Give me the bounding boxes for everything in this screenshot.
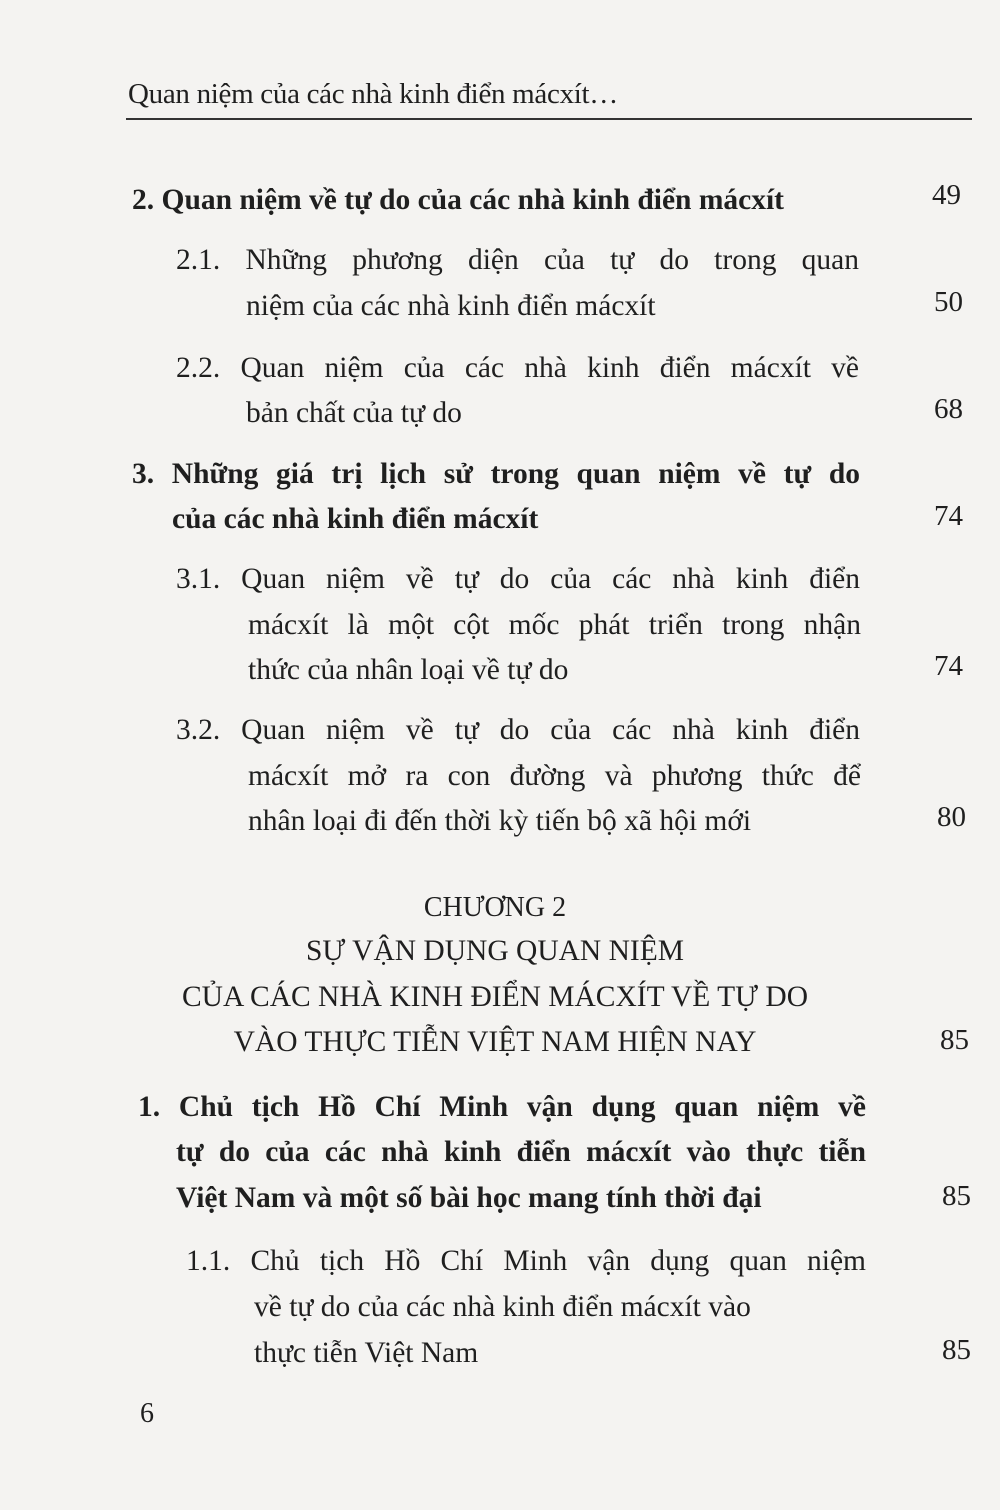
toc-page-number: 68 xyxy=(934,393,963,425)
chapter-title-line: CỦA CÁC NHÀ KINH ĐIỂN MÁCXÍT VỀ TỰ DO xyxy=(181,981,808,1013)
header-rule xyxy=(126,118,972,120)
toc-page-number: 49 xyxy=(932,179,961,211)
toc-entry-line: thức của nhân loại về tự do xyxy=(248,654,569,686)
toc-entry-line: Việt Nam và một số bài học mang tính thời đại xyxy=(176,1182,762,1214)
toc-entry-line: 3.1. Quan niệm về tự do của các nhà kinh điển xyxy=(176,563,860,595)
running-header: Quan niệm của các nhà kinh điển mácxít… xyxy=(128,78,618,110)
chapter-title-line: VÀO THỰC TIỄN VIỆT NAM HIỆN NAY xyxy=(233,1026,757,1058)
toc-page-number: 80 xyxy=(937,801,966,833)
toc-entry-line: 1. Chủ tịch Hồ Chí Minh vận dụng quan niệm về xyxy=(138,1091,866,1123)
chapter-label: CHƯƠNG 2 xyxy=(423,892,567,923)
toc-page-number: 85 xyxy=(942,1334,971,1366)
toc-entry-line: của các nhà kinh điển mácxít xyxy=(172,503,539,535)
toc-entry-line: 2. Quan niệm về tự do của các nhà kinh điển mácxít xyxy=(132,184,785,216)
toc-entry-line: 3.2. Quan niệm về tự do của các nhà kinh điển xyxy=(176,714,860,746)
toc-page-number: 50 xyxy=(934,286,963,318)
toc-page-number: 85 xyxy=(942,1180,971,1212)
toc-page-number: 85 xyxy=(940,1024,969,1056)
chapter-title-line: SỰ VẬN DỤNG QUAN NIỆM xyxy=(306,935,684,967)
toc-entry-line: thực tiễn Việt Nam xyxy=(254,1337,479,1369)
toc-entry-line: mácxít là một cột mốc phát triển trong nhận xyxy=(248,609,861,641)
toc-entry-line: 2.1. Những phương diện của tự do trong quan xyxy=(176,244,859,276)
page-number: 6 xyxy=(140,1398,154,1429)
toc-entry-line: 2.2. Quan niệm của các nhà kinh điển mácxít về xyxy=(176,352,859,384)
toc-entry-line: 3. Những giá trị lịch sử trong quan niệm về tự do xyxy=(132,458,860,490)
toc-entry-line: về tự do của các nhà kinh điển mácxít vào xyxy=(254,1291,751,1323)
toc-entry-line: mácxít mở ra con đường và phương thức để xyxy=(248,760,861,792)
toc-entry-line: nhân loại đi đến thời kỳ tiến bộ xã hội mới xyxy=(248,805,752,837)
toc-entry-line: niệm của các nhà kinh điển mácxít xyxy=(246,290,656,322)
toc-entry-line: 1.1. Chủ tịch Hồ Chí Minh vận dụng quan niệm xyxy=(186,1245,866,1277)
toc-entry-line: tự do của các nhà kinh điển mácxít vào thực tiễn xyxy=(176,1136,866,1168)
toc-page-number: 74 xyxy=(934,650,963,682)
toc-page-number: 74 xyxy=(934,500,963,532)
toc-entry-line: bản chất của tự do xyxy=(246,397,462,429)
